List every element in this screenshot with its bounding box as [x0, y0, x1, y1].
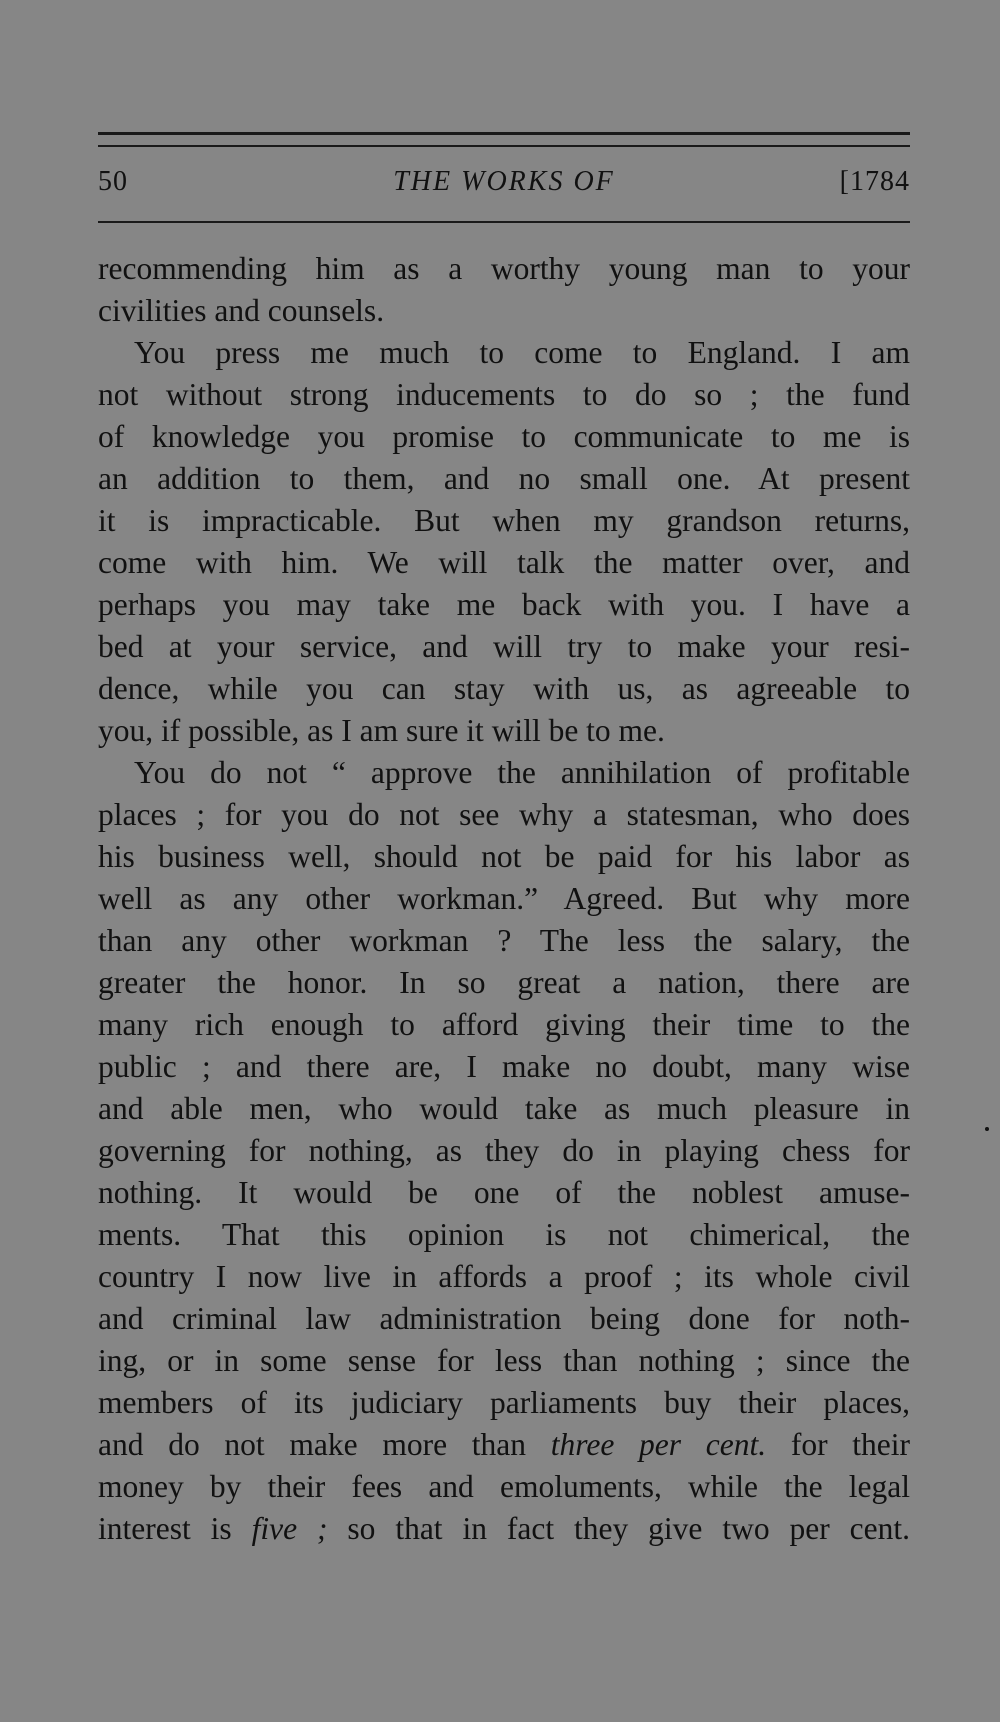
running-head [98, 166, 910, 206]
text-line: well as any other workman.” Agreed. But why more [98, 881, 910, 916]
text-line: ing, or in some sense for less than nothing ; since the [98, 1343, 910, 1378]
top-double-rule-upper [98, 132, 910, 135]
text-line: not without strong inducements to do so ; the fund [98, 377, 910, 412]
page-number: 50 [98, 166, 128, 197]
text-line: perhaps you may take me back with you. I have a [98, 587, 910, 622]
text-line: places ; for you do not see why a statesman, who does [98, 797, 910, 832]
header-rule [98, 221, 910, 223]
text-run: for their [790, 1427, 911, 1462]
text-line: dence, while you can stay with us, as agreeable to [98, 671, 910, 706]
italic-phrase: three per cent. [550, 1427, 767, 1462]
running-title: THE WORKS OF [393, 166, 615, 197]
body-text [98, 248, 910, 1550]
running-year: [1784 [839, 166, 910, 197]
text-line [98, 1424, 910, 1466]
text-line: many rich enough to afford giving their time to the [98, 1007, 910, 1042]
text-line [98, 1508, 910, 1550]
top-double-rule-lower [98, 145, 910, 147]
text-line: recommending him as a worthy young man to your [98, 251, 910, 286]
text-line: ments. That this opinion is not chimerical, the [98, 1217, 910, 1252]
text-line: nothing. It would be one of the noblest amuse- [98, 1175, 910, 1210]
text-run: so that in fact they give two per cent. [347, 1511, 910, 1546]
text-line: come with him. We will talk the matter over, and [98, 545, 910, 580]
text-line: it is impracticable. But when my grandson returns, [98, 503, 910, 538]
text-line: his business well, should not be paid for his labor as [98, 839, 910, 874]
text-line: bed at your service, and will try to make your resi- [98, 629, 910, 664]
text-line: members of its judiciary parliaments buy their places, [98, 1385, 910, 1420]
italic-phrase: five ; [251, 1511, 328, 1546]
text-line: country I now live in affords a proof ; its whole civil [98, 1259, 910, 1294]
text-line: you, if possible, as I am sure it will be to me. [98, 713, 665, 748]
text-line-paragraph-start: You press me much to come to England. I am [134, 335, 910, 370]
text-run: interest is [98, 1511, 232, 1546]
text-line: of knowledge you promise to communicate to me is [98, 419, 910, 454]
print-speck [985, 1127, 989, 1131]
text-line-paragraph-start: You do not “ approve the annihilation of profitable [134, 755, 910, 790]
text-line: and able men, who would take as much pleasure in [98, 1091, 910, 1126]
text-line: civilities and counsels. [98, 293, 385, 328]
text-line: greater the honor. In so great a nation, there are [98, 965, 910, 1000]
text-line: an addition to them, and no small one. At present [98, 461, 910, 496]
text-line: and criminal law administration being done for noth- [98, 1301, 910, 1336]
text-line: money by their fees and emoluments, while the legal [98, 1469, 910, 1504]
text-line: than any other workman ? The less the salary, the [98, 923, 910, 958]
text-run: and do not make more than [98, 1427, 527, 1462]
text-line: public ; and there are, I make no doubt, many wise [98, 1049, 910, 1084]
text-line: governing for nothing, as they do in playing chess for [98, 1133, 910, 1168]
